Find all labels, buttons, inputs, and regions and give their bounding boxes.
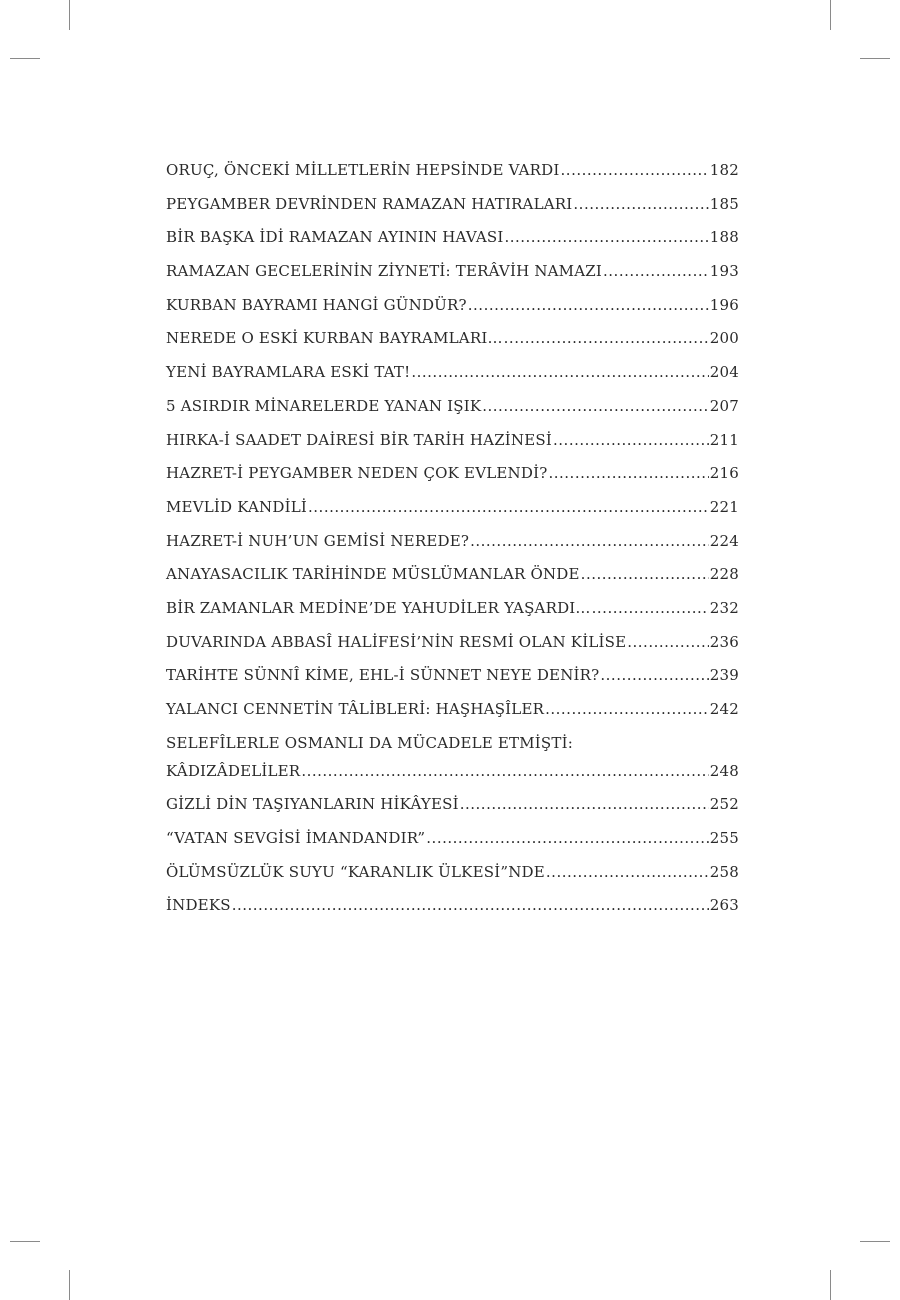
toc-leader-dots	[468, 295, 709, 315]
toc-entry-title: RAMAZAN GECELERİNİN ZİYNETİ: TERÂVİH NAMAZI	[166, 262, 603, 281]
toc-entry-page: 200	[709, 329, 739, 348]
toc-entry[interactable]	[166, 794, 739, 828]
toc-entry-title: ÖLÜMSÜZLÜK SUYU “KARANLIK ÜLKESİ”NDE	[166, 862, 545, 881]
toc-entry-page: 207	[709, 396, 739, 415]
toc-entry-page: 239	[709, 666, 739, 685]
toc-entry-page: 236	[709, 632, 739, 651]
toc-leader-dots	[592, 598, 709, 618]
toc-entry[interactable]	[166, 430, 739, 464]
toc-entry-page: 188	[709, 228, 739, 247]
table-of-contents	[166, 160, 739, 929]
toc-entry-page: 248	[709, 761, 739, 780]
crop-mark-bottom-left-horizontal	[10, 1241, 40, 1242]
toc-entry-title: BİR ZAMANLAR MEDİNE’DE YAHUDİLER YAŞARDI…	[166, 598, 591, 617]
toc-entry-title: 5 ASIRDIR MİNARELERDE YANAN IŞIK	[166, 396, 482, 415]
toc-leader-dots	[546, 862, 709, 882]
toc-entry[interactable]	[166, 396, 739, 430]
toc-leader-dots	[301, 761, 708, 781]
toc-leader-dots	[553, 430, 709, 450]
toc-leader-dots	[482, 396, 709, 416]
toc-entry-title: GİZLİ DİN TAŞIYANLARIN HİKÂYESİ	[166, 795, 459, 814]
toc-leader-dots	[561, 160, 709, 180]
toc-leader-dots	[308, 497, 709, 517]
toc-entry-title: İNDEKS	[166, 896, 231, 915]
toc-entry[interactable]	[166, 564, 739, 598]
toc-entry-title: HAZRET-İ PEYGAMBER NEDEN ÇOK EVLENDİ?	[166, 464, 548, 483]
toc-entry[interactable]	[166, 895, 739, 929]
toc-entry-multiline[interactable]	[166, 733, 739, 781]
toc-entry-page: 182	[709, 161, 739, 179]
toc-leader-dots	[470, 531, 709, 551]
crop-mark-bottom-left-vertical	[69, 1270, 70, 1300]
toc-entry-page: 196	[709, 295, 739, 314]
toc-entry-title: MEVLİD KANDİLİ	[166, 497, 308, 516]
toc-entry[interactable]	[166, 227, 739, 261]
toc-leader-dots	[426, 828, 708, 848]
toc-leader-dots	[460, 794, 709, 814]
toc-leader-dots	[627, 632, 709, 652]
crop-mark-top-right-horizontal	[860, 58, 890, 59]
toc-entry[interactable]	[166, 665, 739, 699]
crop-mark-top-left-horizontal	[10, 58, 40, 59]
toc-entry-page: 204	[709, 363, 739, 382]
toc-entry-title: KURBAN BAYRAMI HANGİ GÜNDÜR?	[166, 295, 467, 314]
toc-leader-dots	[232, 895, 709, 915]
toc-leader-dots	[411, 362, 708, 382]
toc-entry-title: PEYGAMBER DEVRİNDEN RAMAZAN HATIRALARI	[166, 194, 573, 213]
toc-entry-title: ANAYASACILIK TARİHİNDE MÜSLÜMANLAR ÖNDE	[166, 565, 580, 584]
toc-entry-page: 185	[709, 194, 739, 213]
toc-entry[interactable]	[166, 362, 739, 396]
crop-mark-bottom-right-vertical	[830, 1270, 831, 1300]
toc-entry-page: 216	[709, 464, 739, 483]
toc-entry[interactable]	[166, 295, 739, 329]
toc-entry[interactable]	[166, 531, 739, 565]
toc-entry-title: YENİ BAYRAMLARA ESKİ TAT!	[166, 363, 411, 382]
toc-entry[interactable]	[166, 194, 739, 228]
toc-entry-page: 252	[709, 795, 739, 814]
toc-entry-title: NEREDE O ESKİ KURBAN BAYRAMLARI…	[166, 329, 503, 348]
toc-entry[interactable]	[166, 828, 739, 862]
toc-entry-page: 263	[709, 896, 739, 915]
toc-entry-page: 193	[709, 262, 739, 281]
toc-entry-page: 224	[709, 531, 739, 550]
toc-entry-page: 221	[709, 497, 739, 516]
toc-entry[interactable]	[166, 598, 739, 632]
toc-leader-dots	[573, 194, 708, 214]
toc-entry-page: 211	[709, 430, 739, 449]
toc-entry-title-line1: SELEFÎLERLE OSMANLI DA MÜCADELE ETMİŞTİ:	[166, 733, 573, 752]
toc-entry-title: HAZRET-İ NUH’UN GEMİSİ NEREDE?	[166, 531, 470, 550]
toc-leader-dots	[581, 564, 709, 584]
toc-entry-page: 232	[709, 598, 739, 617]
toc-entry-title: HIRKA-İ SAADET DAİRESİ BİR TARİH HAZİNESİ	[166, 430, 553, 449]
toc-entry-title: TARİHTE SÜNNÎ KİME, EHL-İ SÜNNET NEYE DENİR?	[166, 666, 600, 685]
toc-entry-title: YALANCI CENNETİN TÂLİBLERİ: HAŞHAŞÎLER	[166, 700, 545, 718]
toc-entry-page: 258	[709, 862, 739, 881]
toc-entry[interactable]	[166, 862, 739, 896]
toc-entry-title-line2: KÂDIZÂDELİLER	[166, 761, 301, 780]
toc-entry[interactable]	[166, 699, 739, 733]
toc-entry-page: 242	[709, 700, 739, 718]
toc-entry[interactable]	[166, 463, 739, 497]
toc-leader-dots	[603, 261, 709, 281]
toc-leader-dots	[504, 227, 708, 247]
toc-entry-title: ORUÇ, ÖNCEKİ MİLLETLERİN HEPSİNDE VARDI	[166, 161, 560, 179]
crop-mark-top-right-vertical	[830, 0, 831, 30]
crop-mark-bottom-right-horizontal	[860, 1241, 890, 1242]
toc-entry[interactable]	[166, 632, 739, 666]
toc-entry-page: 255	[709, 829, 739, 848]
toc-leader-dots	[548, 463, 708, 483]
toc-leader-dots	[545, 699, 709, 719]
toc-leader-dots	[504, 328, 709, 348]
toc-entry-title: “VATAN SEVGİSİ İMANDANDIR”	[166, 829, 426, 848]
toc-entry-page: 228	[709, 565, 739, 584]
toc-entry[interactable]	[166, 160, 739, 194]
toc-leader-dots	[600, 665, 708, 685]
toc-entry-title: DUVARINDA ABBASÎ HALİFESİ’NİN RESMİ OLAN KİLİSE	[166, 632, 627, 651]
toc-entry[interactable]	[166, 328, 739, 362]
crop-mark-top-left-vertical	[69, 0, 70, 30]
toc-entry[interactable]	[166, 497, 739, 531]
toc-entry[interactable]	[166, 261, 739, 295]
toc-entry-title: BİR BAŞKA İDİ RAMAZAN AYININ HAVASI	[166, 228, 504, 247]
